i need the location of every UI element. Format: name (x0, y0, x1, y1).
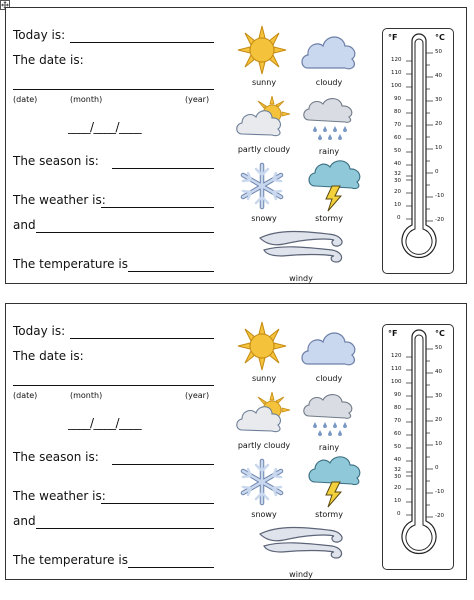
c-tick-label: 0 (435, 169, 439, 175)
thermometer (382, 28, 454, 274)
fahrenheit-ticks (406, 61, 412, 219)
year-hint: (year) (185, 391, 210, 400)
storm-icon (306, 158, 364, 212)
stormy-label: stormy (315, 214, 343, 223)
today-label: Today is: (13, 28, 66, 42)
fahrenheit-unit: °F (388, 33, 398, 42)
date-hint: (date) (13, 391, 38, 400)
weather-card-2 (5, 303, 467, 580)
partly-cloudy-label: partly cloudy (237, 145, 291, 154)
f-tick-label: 60 (394, 135, 401, 141)
f-tick-label: 10 (394, 202, 401, 208)
and-label: and (13, 218, 36, 232)
wind-icon (258, 522, 350, 562)
f-tick-label: 90 (394, 392, 401, 398)
storm-icon (306, 454, 364, 508)
c-tick-label: 40 (435, 369, 442, 375)
c-tick-label: 10 (435, 441, 442, 447)
c-tick-label: 20 (435, 121, 442, 127)
f-tick-label: 120 (391, 353, 402, 359)
snowflake-icon (235, 161, 289, 211)
partly-cloudy-icon (234, 390, 292, 434)
rain-icon (301, 96, 357, 144)
celsius-unit: °C (435, 33, 445, 42)
c-tick-label: 50 (435, 49, 442, 55)
stormy-label: stormy (315, 510, 343, 519)
season-answer-line[interactable] (112, 464, 214, 465)
today-answer-line[interactable] (70, 42, 214, 43)
f-tick-label: 100 (391, 379, 402, 385)
f-tick-label: 90 (394, 96, 401, 102)
year-hint: (year) (185, 95, 210, 104)
thermometer (382, 324, 454, 570)
weather-answer-line[interactable] (101, 503, 214, 504)
snowflake-icon (235, 457, 289, 507)
f-tick-label: 40 (394, 161, 401, 167)
fahrenheit-unit: °F (388, 329, 398, 338)
f-tick-label: 110 (391, 366, 402, 372)
c-tick-label: -20 (435, 217, 444, 223)
f-tick-label: 80 (394, 109, 401, 115)
cloudy-label: cloudy (315, 374, 343, 383)
f-tick-label: 40 (394, 457, 401, 463)
c-tick-label: 30 (435, 97, 442, 103)
f-tick-label: 50 (394, 444, 401, 450)
celsius-ticks (426, 53, 433, 221)
c-tick-label: 40 (435, 73, 442, 79)
rainy-label: rainy (318, 147, 340, 156)
f-tick-label: 50 (394, 148, 401, 154)
celsius-ticks (426, 349, 433, 517)
today-label: Today is: (13, 324, 66, 338)
weather-label: The weather is: (13, 193, 106, 207)
f-tick-label: 110 (391, 70, 402, 76)
f-tick-label: 70 (394, 122, 401, 128)
temperature-label: The temperature is (13, 257, 128, 271)
c-tick-label: -20 (435, 513, 444, 519)
month-hint: (month) (70, 95, 103, 104)
c-tick-label: 10 (435, 145, 442, 151)
partly-cloudy-label: partly cloudy (237, 441, 291, 450)
cloudy-label: cloudy (315, 78, 343, 87)
f-tick-label: 30 (394, 178, 401, 184)
f-tick-label: 0 (397, 511, 401, 517)
temperature-answer-line[interactable] (128, 567, 214, 568)
rainy-label: rainy (318, 443, 340, 452)
month-hint: (month) (70, 391, 103, 400)
season-answer-line[interactable] (112, 168, 214, 169)
c-tick-label: 0 (435, 465, 439, 471)
season-label: The season is: (13, 450, 99, 464)
rain-icon (301, 392, 357, 440)
f-tick-label: 20 (394, 189, 401, 195)
f-tick-label: 80 (394, 405, 401, 411)
windy-label: windy (289, 570, 313, 579)
temperature-label: The temperature is (13, 553, 128, 567)
sun-icon (234, 24, 290, 76)
weather-label: The weather is: (13, 489, 106, 503)
f-tick-label: 120 (391, 57, 402, 63)
snowy-label: snowy (251, 510, 277, 519)
c-tick-label: 30 (435, 393, 442, 399)
partly-cloudy-icon (234, 94, 292, 138)
cloud-icon (298, 324, 360, 370)
c-tick-label: -10 (435, 193, 444, 199)
weather-second-line[interactable] (36, 528, 214, 529)
date-label: The date is: (13, 53, 84, 67)
temperature-answer-line[interactable] (128, 271, 214, 272)
sunny-label: sunny (251, 374, 277, 383)
date-slash-line[interactable]: ____/____/____ (68, 120, 142, 134)
weather-second-line[interactable] (36, 232, 214, 233)
sun-icon (234, 320, 290, 372)
f-tick-label: 100 (391, 83, 402, 89)
weather-card-1 (5, 7, 467, 284)
f-tick-label: 0 (397, 215, 401, 221)
date-answer-line[interactable] (13, 385, 214, 386)
date-answer-line[interactable] (13, 89, 214, 90)
f-tick-label: 32 (394, 171, 401, 177)
and-label: and (13, 514, 36, 528)
f-tick-label: 32 (394, 467, 401, 473)
fahrenheit-ticks (406, 357, 412, 515)
f-tick-label: 60 (394, 431, 401, 437)
snowy-label: snowy (251, 214, 277, 223)
weather-answer-line[interactable] (101, 207, 214, 208)
windy-label: windy (289, 274, 313, 283)
season-label: The season is: (13, 154, 99, 168)
c-tick-label: -10 (435, 489, 444, 495)
f-tick-label: 70 (394, 418, 401, 424)
celsius-unit: °C (435, 329, 445, 338)
sunny-label: sunny (251, 78, 277, 87)
f-tick-label: 30 (394, 474, 401, 480)
today-answer-line[interactable] (70, 338, 214, 339)
date-slash-line[interactable]: ____/____/____ (68, 416, 142, 430)
date-label: The date is: (13, 349, 84, 363)
cloud-icon (298, 28, 360, 74)
f-tick-label: 10 (394, 498, 401, 504)
c-tick-label: 20 (435, 417, 442, 423)
wind-icon (258, 226, 350, 266)
date-hint: (date) (13, 95, 38, 104)
c-tick-label: 50 (435, 345, 442, 351)
f-tick-label: 20 (394, 485, 401, 491)
